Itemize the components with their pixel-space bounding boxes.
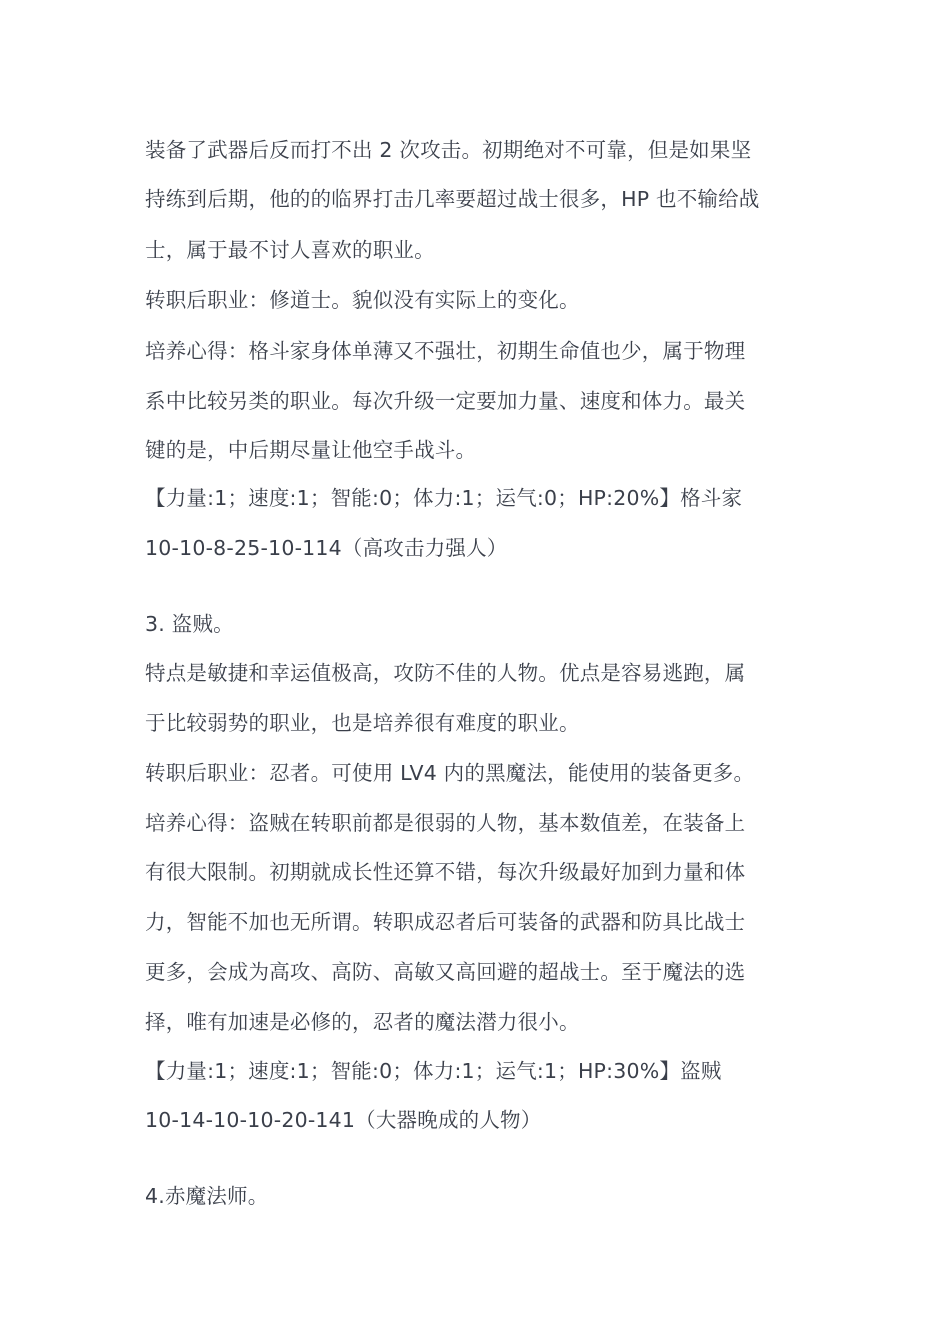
text-line: 士，属于最不讨人喜欢的职业。 [145,238,435,262]
text-line: 力，智能不加也无所谓。转职成忍者后可装备的武器和防具比战士 [145,910,746,934]
text-line: 键的是，中后期尽量让他空手战斗。 [145,438,477,462]
stats-values-line: 10-14-10-10-20-141（大器晚成的人物） [145,1108,542,1132]
text-line: 更多，会成为高攻、高防、高敏又高回避的超战士。至于魔法的选 [145,960,746,984]
text-line: 于比较弱势的职业，也是培养很有难度的职业。 [145,711,580,735]
stats-line: 【力量:1；速度:1；智能:0；体力:1；运气:1；HP:30%】盗贼 [145,1059,722,1083]
stats-values-line: 10-10-8-25-10-114（高攻击力强人） [145,536,508,560]
text-line: 有很大限制。初期就成长性还算不错，每次升级最好加到力量和体 [145,860,746,884]
text-line: 持练到后期，他的的临界打击几率要超过战士很多，HP 也不输给战 [145,187,760,211]
text-line: 转职后职业：忍者。可使用 LV4 内的黑魔法，能使用的装备更多。 [145,761,755,785]
text-line: 培养心得：格斗家身体单薄又不强壮，初期生命值也少，属于物理 [145,339,746,363]
text-line: 特点是敏捷和幸运值极高，攻防不佳的人物。优点是容易逃跑，属 [145,661,746,685]
text-line: 择，唯有加速是必修的，忍者的魔法潜力很小。 [145,1010,580,1034]
section-heading-red-mage: 4.赤魔法师。 [145,1184,269,1208]
text-line: 转职后职业：修道士。貌似没有实际上的变化。 [145,288,580,312]
stats-line: 【力量:1；速度:1；智能:0；体力:1；运气:0；HP:20%】格斗家 [145,486,743,510]
text-line: 系中比较另类的职业。每次升级一定要加力量、速度和体力。最关 [145,389,746,413]
text-line: 装备了武器后反而打不出 2 次攻击。初期绝对不可靠，但是如果坚 [145,138,752,162]
section-heading-thief: 3. 盗贼。 [145,612,234,636]
text-line: 培养心得：盗贼在转职前都是很弱的人物，基本数值差，在装备上 [145,811,746,835]
